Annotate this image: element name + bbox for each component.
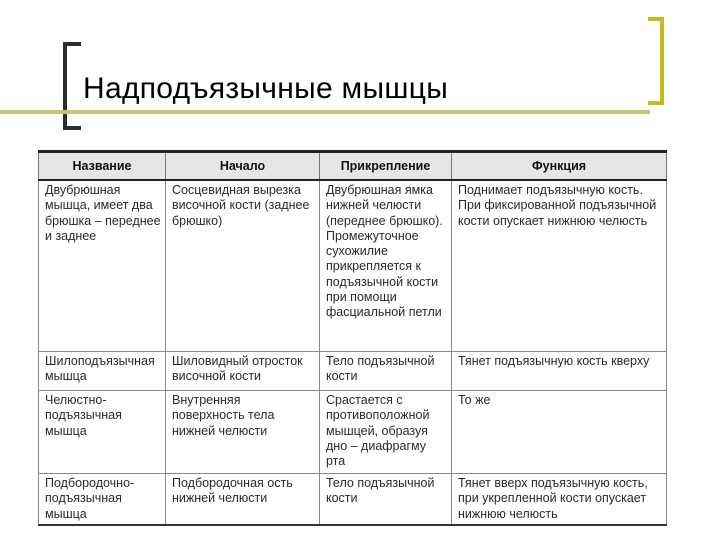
right-bracket-decoration bbox=[648, 17, 664, 105]
cell-name: Двубрюшная мышца, имеет два брюшка – переднее и заднее bbox=[39, 180, 166, 352]
cell-function: Тянет подъязычную кость кверху bbox=[452, 352, 667, 391]
cell-origin: Шиловидный отросток височной кости bbox=[166, 352, 320, 391]
cell-function: То же bbox=[452, 391, 667, 474]
header-name: Название bbox=[39, 152, 166, 181]
table-header-row bbox=[39, 152, 667, 181]
page-title: Надподъязычные мышцы bbox=[83, 72, 449, 105]
table-row bbox=[39, 352, 667, 391]
cell-origin: Внутренняя поверхность тела нижней челюсти bbox=[166, 391, 320, 474]
header-attachment: Прикрепление bbox=[320, 152, 452, 181]
cell-name: Подбородочно-подъязычная мышца bbox=[39, 474, 166, 526]
cell-origin: Подбородочная ость нижней челюсти bbox=[166, 474, 320, 526]
header-function: Функция bbox=[452, 152, 667, 181]
title-underline bbox=[0, 110, 650, 114]
left-bracket-decoration bbox=[63, 42, 81, 130]
cell-function: Поднимает подъязычную кость. При фиксированной подъязычной кости опускает нижнюю челюсть bbox=[452, 180, 667, 352]
table-row bbox=[39, 474, 667, 526]
header-origin: Начало bbox=[166, 152, 320, 181]
table-row bbox=[39, 391, 667, 474]
cell-origin: Сосцевидная вырезка височной кости (заднее брюшко) bbox=[166, 180, 320, 352]
table-row bbox=[39, 180, 667, 352]
muscle-table bbox=[38, 150, 667, 526]
cell-attachment: Тело подъязычной кости bbox=[320, 474, 452, 526]
cell-attachment: Тело подъязычной кости bbox=[320, 352, 452, 391]
cell-function: Тянет вверх подъязычную кость, при укрепленной кости опускает нижнюю челюсть bbox=[452, 474, 667, 526]
cell-attachment: Срастается с противоположной мышцей, образуя дно – диафрагму рта bbox=[320, 391, 452, 474]
cell-attachment: Двубрюшная ямка нижней челюсти (переднее брюшко). Промежуточное сухожилие прикрепляется к подъязычной кости при помощи фасциальной петли bbox=[320, 180, 452, 352]
cell-name: Челюстно-подъязычная мышца bbox=[39, 391, 166, 474]
cell-name: Шилоподъязычная мышца bbox=[39, 352, 166, 391]
muscle-table-container bbox=[38, 150, 666, 522]
